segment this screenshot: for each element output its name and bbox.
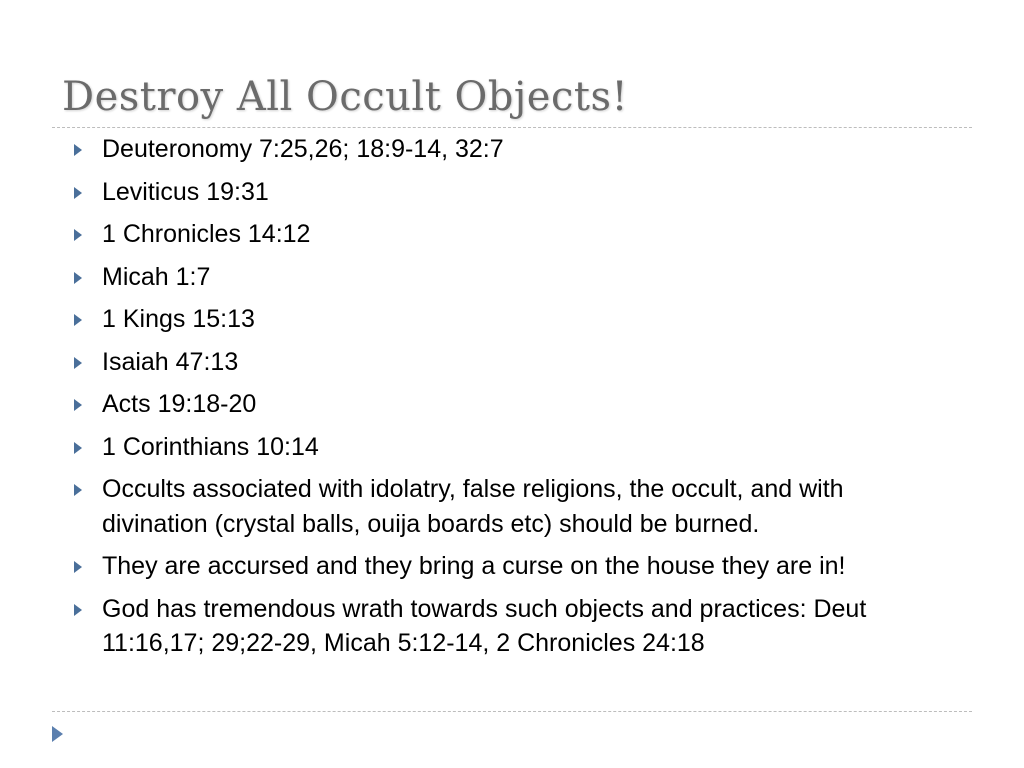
- bullet-text: 1 Chronicles 14:12: [102, 220, 311, 248]
- triangle-right-icon: [74, 357, 82, 369]
- triangle-right-icon: [74, 399, 82, 411]
- bullet-text: Acts 19:18-20: [102, 390, 257, 418]
- bullet-item: [70, 592, 940, 661]
- bullet-list: [70, 132, 940, 669]
- title-divider: [52, 127, 972, 128]
- bullet-text: Occults associated with idolatry, false religions, the occult, and with divination (crystal balls, ouija boards etc) should be burned.: [102, 475, 844, 538]
- bullet-item: [70, 260, 940, 295]
- bullet-text: 1 Corinthians 10:14: [102, 432, 319, 461]
- triangle-right-icon: [74, 561, 82, 573]
- bullet-item: [70, 302, 940, 337]
- bullet-item: [70, 175, 940, 210]
- bullet-text: Deuteronomy 7:25,26; 18:9-14, 32:7: [102, 135, 504, 163]
- bullet-text: 1 Kings 15:13: [102, 305, 255, 333]
- bullet-item: [70, 132, 940, 167]
- triangle-right-icon: [74, 314, 82, 326]
- footer-divider: [52, 711, 972, 712]
- triangle-right-icon: [74, 229, 82, 241]
- triangle-right-icon: [74, 604, 82, 616]
- bullet-item: [70, 549, 940, 584]
- bullet-text: They are accursed and they bring a curse on the house they are in!: [102, 552, 846, 580]
- triangle-right-icon: [74, 144, 82, 156]
- triangle-right-icon: [74, 272, 82, 284]
- triangle-right-icon: [74, 442, 82, 454]
- bullet-item: [70, 345, 940, 380]
- bullet-text: Isaiah 47:13: [102, 347, 239, 376]
- triangle-right-icon: [74, 484, 82, 496]
- bullet-item: [70, 472, 940, 541]
- bullet-item: [70, 387, 940, 422]
- play-arrow-icon[interactable]: [52, 726, 63, 742]
- bullet-item: [70, 217, 940, 252]
- bullet-text: Micah 1:7: [102, 262, 211, 291]
- bullet-item: [70, 430, 940, 465]
- slide-title: Destroy All Occult Objects!: [62, 74, 629, 120]
- bullet-text: Leviticus 19:31: [102, 177, 269, 206]
- triangle-right-icon: [74, 187, 82, 199]
- bullet-text: God has tremendous wrath towards such objects and practices: Deut 11:16,17; 29;22-29, Micah 5:12-14, 2 Chronicles 24:18: [102, 594, 867, 657]
